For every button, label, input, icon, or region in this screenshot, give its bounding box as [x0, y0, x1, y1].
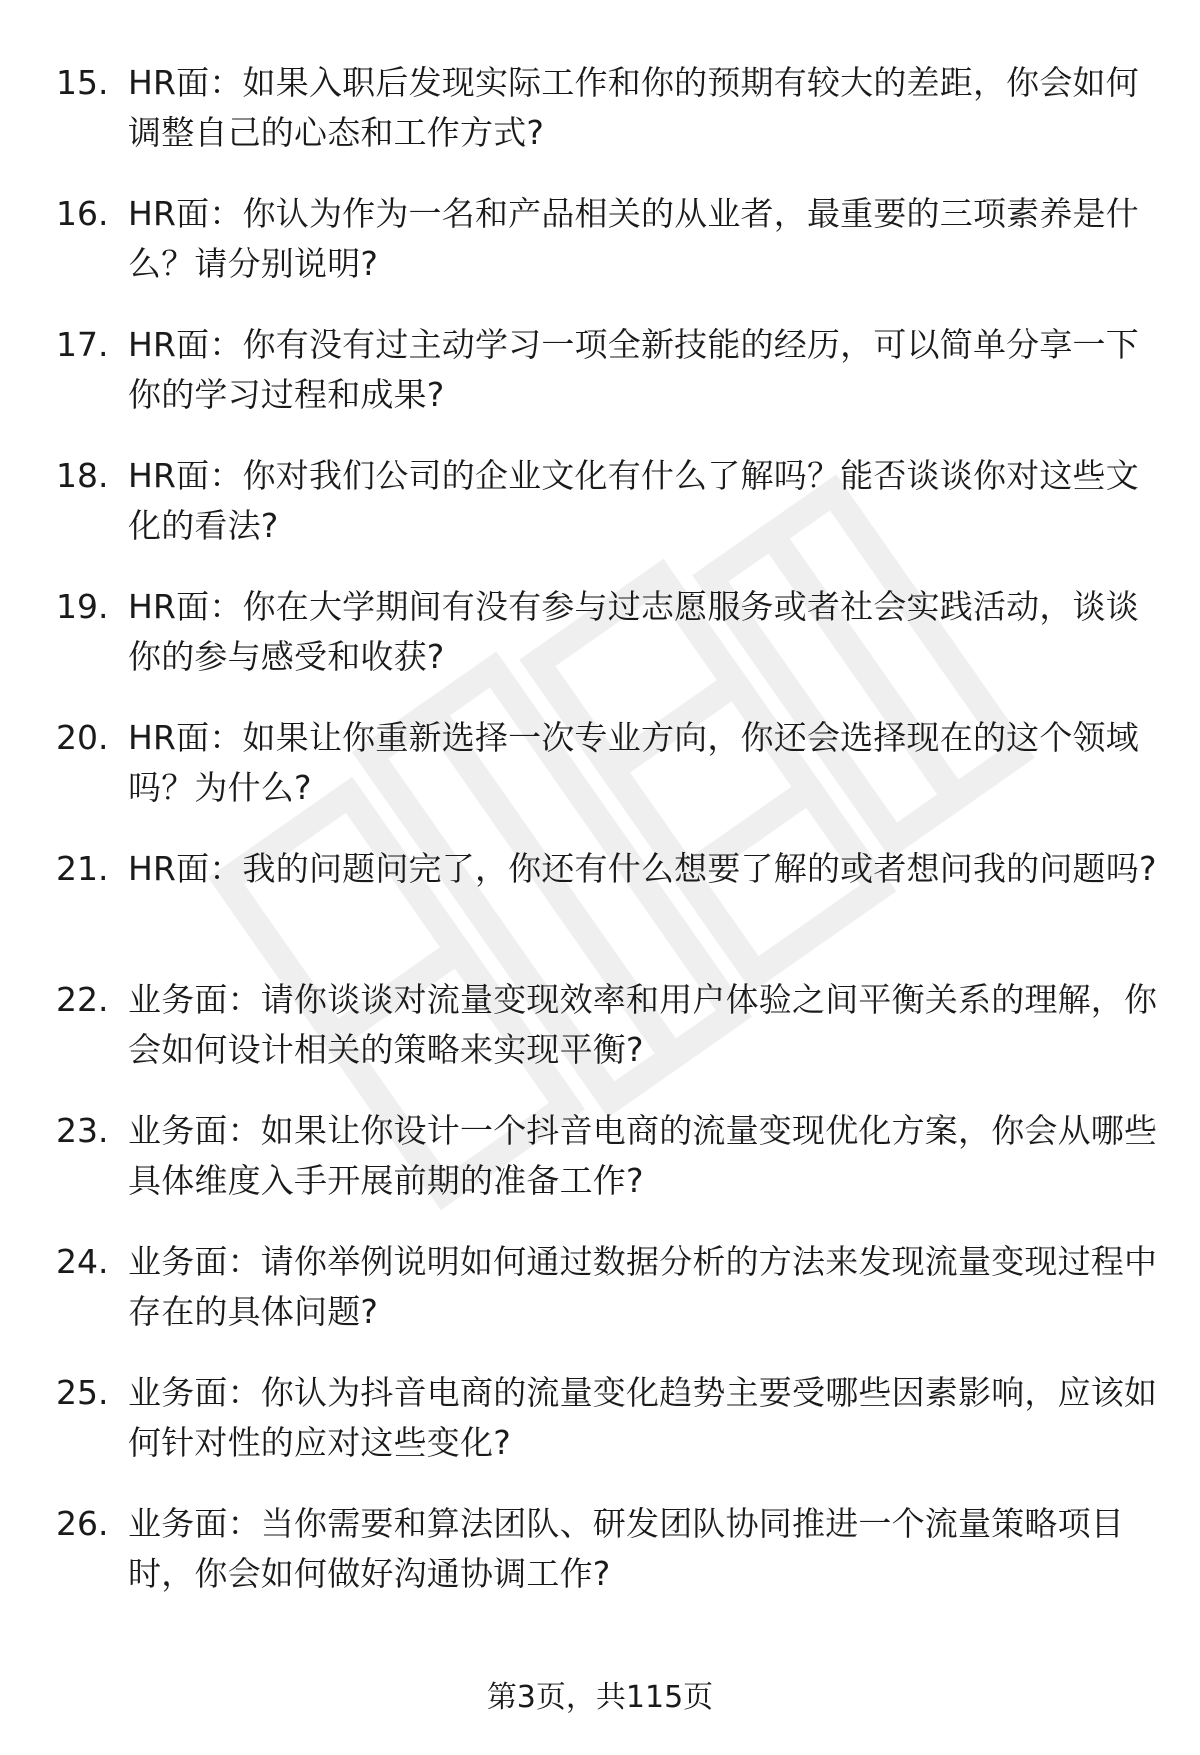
- question-item: [0, 1106, 1200, 1237]
- question-number: 18.: [56, 456, 109, 495]
- question-number: 20.: [56, 718, 109, 757]
- page-number-label: 第3页，共115页: [486, 1680, 714, 1715]
- question-number: 26.: [56, 1504, 109, 1543]
- question-number: 19.: [56, 587, 109, 626]
- question-item: [0, 189, 1200, 320]
- question-text: HR面：你在大学期间有没有参与过志愿服务或者社会实践活动，谈谈你的参与感受和收获?: [128, 587, 1139, 676]
- question-item: [0, 58, 1200, 189]
- question-number: 23.: [56, 1111, 109, 1150]
- question-text: 业务面：如果让你设计一个抖音电商的流量变现优化方案，你会从哪些具体维度入手开展前期的准备工作?: [128, 1111, 1158, 1200]
- question-item: [0, 1499, 1200, 1630]
- question-item: [0, 1368, 1200, 1499]
- question-item: [0, 451, 1200, 582]
- page-footer: [0, 1678, 1200, 1718]
- question-number: 25.: [56, 1373, 109, 1412]
- question-text: HR面：你有没有过主动学习一项全新技能的经历，可以简单分享一下你的学习过程和成果?: [128, 325, 1139, 414]
- question-item: [0, 844, 1200, 975]
- question-list: [0, 58, 1200, 1630]
- question-text: HR面：如果入职后发现实际工作和你的预期有较大的差距，你会如何调整自己的心态和工作方式?: [128, 63, 1139, 152]
- question-text: HR面：你对我们公司的企业文化有什么了解吗？能否谈谈你对这些文化的看法?: [128, 456, 1139, 545]
- question-item: [0, 975, 1200, 1106]
- question-number: 24.: [56, 1242, 109, 1281]
- question-text: 业务面：请你谈谈对流量变现效率和用户体验之间平衡关系的理解，你会如何设计相关的策略来实现平衡?: [128, 980, 1158, 1069]
- question-number: 21.: [56, 849, 109, 888]
- question-text: 业务面：你认为抖音电商的流量变化趋势主要受哪些因素影响，应该如何针对性的应对这些变化?: [128, 1373, 1158, 1462]
- question-item: [0, 1237, 1200, 1368]
- question-number: 17.: [56, 325, 109, 364]
- question-number: 15.: [56, 63, 109, 102]
- question-text: 业务面：请你举例说明如何通过数据分析的方法来发现流量变现过程中存在的具体问题?: [128, 1242, 1158, 1331]
- question-item: [0, 713, 1200, 844]
- question-number: 16.: [56, 194, 109, 233]
- question-text: HR面：你认为作为一名和产品相关的从业者，最重要的三项素养是什么？请分别说明?: [128, 194, 1139, 283]
- question-text: HR面：如果让你重新选择一次专业方向，你还会选择现在的这个领域吗？为什么?: [128, 718, 1139, 807]
- question-item: [0, 320, 1200, 451]
- question-number: 22.: [56, 980, 109, 1019]
- question-text: 业务面：当你需要和算法团队、研发团队协同推进一个流量策略项目时，你会如何做好沟通协调工作?: [128, 1504, 1124, 1593]
- question-text: HR面：我的问题问完了，你还有什么想要了解的或者想问我的问题吗?: [128, 849, 1157, 888]
- question-item: [0, 582, 1200, 713]
